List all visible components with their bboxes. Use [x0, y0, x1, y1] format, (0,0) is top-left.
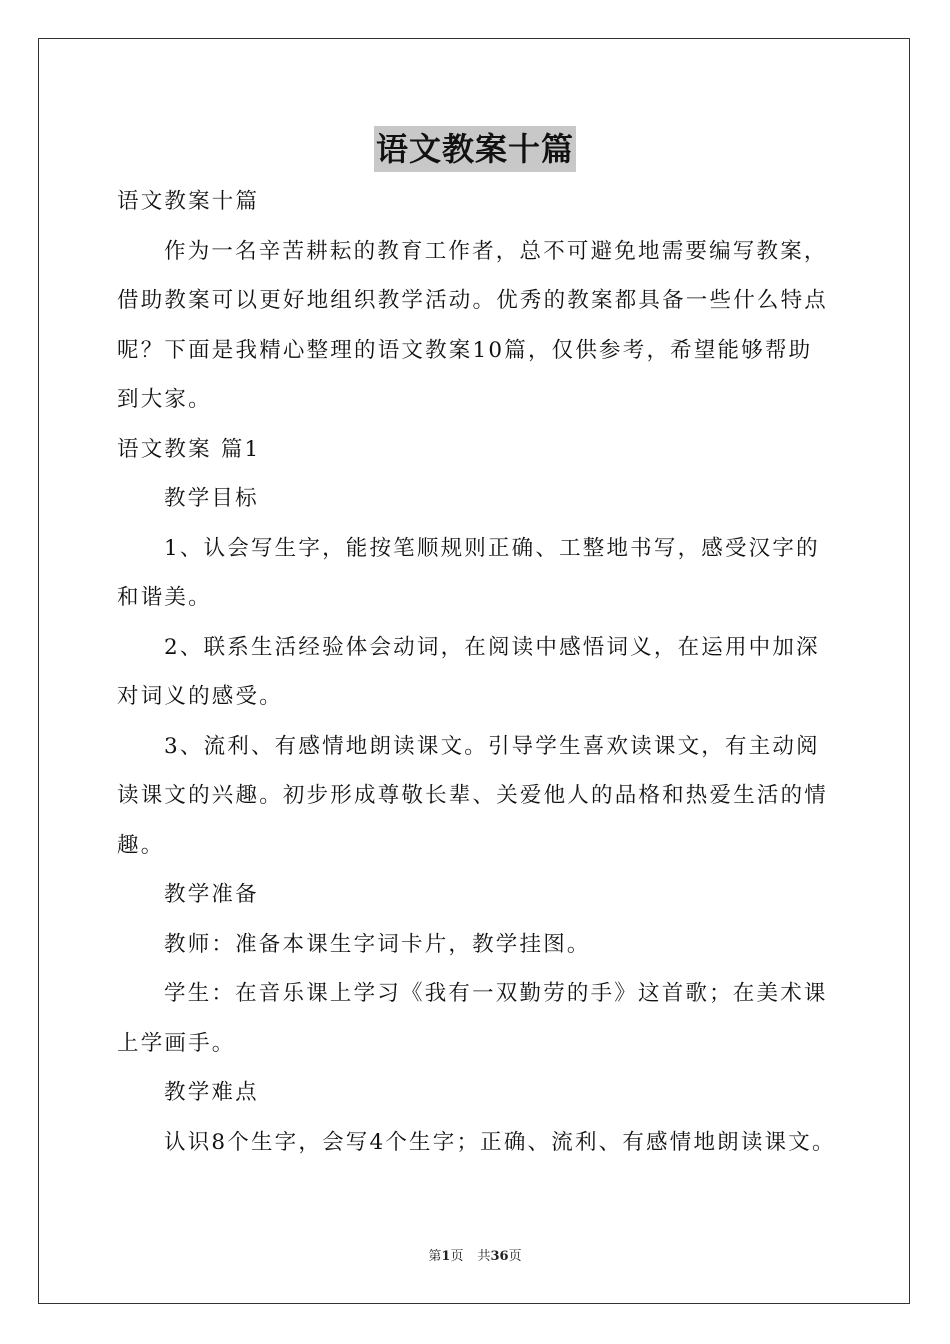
body-line: 教师：准备本课生字词卡片，教学挂图。: [164, 931, 591, 957]
page-suffix: 页: [450, 1249, 464, 1264]
body-line: 借助教案可以更好地组织教学活动。优秀的教案都具备一些什么特点: [117, 288, 829, 313]
total-prefix: 共: [477, 1249, 491, 1264]
body-line: 趣。: [117, 832, 165, 858]
body-line: 语文教案十篇: [117, 189, 260, 214]
section-heading: 语文教案 篇1: [117, 436, 261, 462]
body-line: 学生：在音乐课上学习《我有一双勤劳的手》这首歌；在美术课: [164, 981, 828, 1006]
body-line: 认识8个生字，会写4个生字；正确、流利、有感情地朗读课文。: [164, 1129, 836, 1155]
subheading: 教学目标: [164, 486, 259, 511]
body-line: 上学画手。: [117, 1030, 236, 1056]
body-line: 读课文的兴趣。初步形成尊敬长辈、关爱他人的品格和热爱生活的情: [117, 783, 829, 808]
body-line: 呢？下面是我精心整理的语文教案10篇，仅供参考，希望能够帮助: [117, 337, 813, 363]
body-line: 对词义的感受。: [117, 684, 283, 709]
body-line: 作为一名辛苦耕耘的教育工作者，总不可避免地需要编写教案，: [164, 238, 828, 264]
total-pages: 36: [490, 1249, 509, 1264]
body-line: 到大家。: [117, 387, 212, 412]
total-suffix: 页: [508, 1249, 522, 1264]
page-number: 1: [441, 1249, 451, 1264]
document-title: 语文教案十篇: [374, 126, 576, 172]
document-body: [117, 177, 839, 1167]
body-line: 2、联系生活经验体会动词，在阅读中感悟词义，在运用中加深: [164, 634, 820, 660]
subheading: 教学准备: [164, 882, 259, 907]
page-footer: [0, 1247, 950, 1267]
subheading: 教学难点: [164, 1080, 259, 1105]
page-prefix: 第: [428, 1249, 442, 1264]
body-line: 3、流利、有感情地朗读课文。引导学生喜欢读课文，有主动阅: [164, 733, 820, 759]
body-line: 1、认会写生字，能按笔顺规则正确、工整地书写，感受汉字的: [164, 535, 820, 561]
title-container: [0, 126, 950, 172]
body-line: 和谐美。: [117, 585, 212, 610]
